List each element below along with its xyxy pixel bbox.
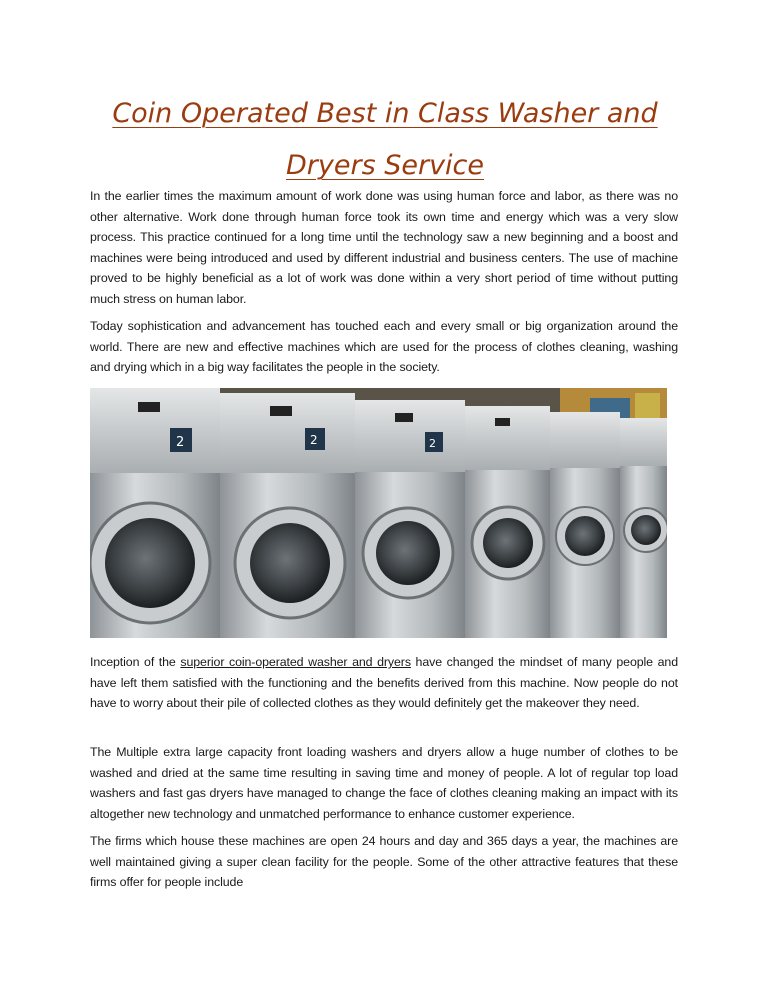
panel-label-3: 2 xyxy=(429,437,436,450)
page-title xyxy=(80,88,690,192)
panel-label-1: 2 xyxy=(176,435,185,450)
paragraph-3 xyxy=(90,652,678,714)
paragraph-3-end: have changed the mindset of many people and have left them satisfied with the functioning and the benefits derived from this machine. Now people do not have to worry about their pile of collected clothes as they would definitely get the makeover they need. xyxy=(90,655,678,711)
paragraph-4: The Multiple extra large capacity front loading washers and dryers allow a huge number of clothes to be washed and dried at the same time resulting in saving time and money of people. A lot of regular top load washers and fast gas dryers have managed to change the face of clothes cleaning making an impact with its altogether new technology and unmatched performance to enhance customer experience. xyxy=(90,745,678,821)
washing-machines-photo xyxy=(90,388,667,638)
title-line-2: Dryers Service xyxy=(285,150,485,181)
paragraph-2: Today sophistication and advancement has touched each and every small or big organization around the world. There are new and effective machines which are used for the process of clothes cleaning, washing and drying which in a big way facilitates the people in the society. xyxy=(90,319,678,375)
paragraph-1: In the earlier times the maximum amount of work done was using human force and labor, as there was no other alternative. Work done through human force took its own time and energy which was a very slow process. This practice continued for a long time until the technology saw a new beginning and a boost and machines were being introduced and used by different industrial and business centers. The use of machine proved to be highly beneficial as a lot of work was done within a very short period of time without putting much stress on human labor. xyxy=(90,189,678,306)
coin-operated-washer-link[interactable]: superior coin-operated washer and dryers xyxy=(180,655,411,669)
paragraph-5: The firms which house these machines are open 24 hours and day and 365 days a year, the machines are well maintained giving a super clean facility for the people. Some of the other attractive features that these firms offer for people include xyxy=(90,834,678,890)
title-line-1: Coin Operated Best in Class Washer and xyxy=(112,98,658,129)
paragraph-3-start: Inception of the xyxy=(90,655,181,669)
panel-label-2: 2 xyxy=(310,433,318,447)
